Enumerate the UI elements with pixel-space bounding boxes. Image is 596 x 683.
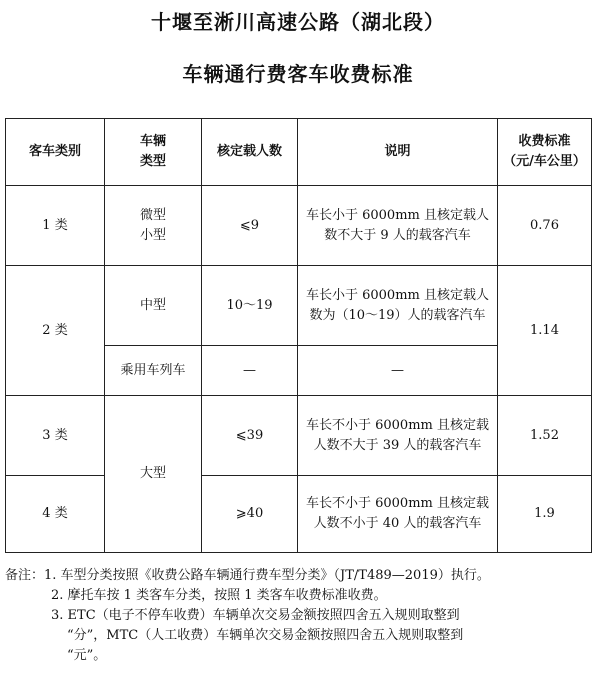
row1-desc: 车长小于 6000mm 且核定载人数不大于 9 人的载客汽车: [298, 186, 498, 266]
row1-type-line1: 微型: [139, 207, 166, 223]
page-title: 十堰至淅川高速公路（湖北段）: [151, 10, 445, 34]
note-3-end: “元”。: [67, 648, 107, 663]
row4-class: 3 类: [6, 396, 105, 476]
row3-type: 乘用车列车: [105, 346, 202, 396]
note-2: 2. 摩托车按 1 类客车分类，按照 1 类客车收费标准收费。: [51, 588, 387, 603]
row4-type: 大型: [105, 396, 202, 553]
header-fee-line2: （元/车公里）: [503, 154, 586, 169]
note-1: 备注：1. 车型分类按照《收费公路车辆通行费车型分类》（JT/T489—2019）执行。: [5, 568, 490, 583]
row5-fee: 1.9: [498, 476, 592, 553]
row1-type: [105, 186, 202, 266]
header-type-line2: 类型: [139, 154, 166, 169]
table-row: [6, 476, 592, 553]
row4-desc: 车长不小于 6000mm 且核定载人数不大于 39 人的载客汽车: [298, 396, 498, 476]
fee-table: [5, 118, 592, 553]
row2-fee: 1.14: [498, 266, 592, 396]
header-type: [105, 119, 202, 186]
row1-class: 1 类: [6, 186, 105, 266]
header-fee-line1: 收费标准: [518, 134, 571, 149]
table-row: [6, 396, 592, 476]
page-subtitle: 车辆通行费客车收费标准: [182, 62, 414, 86]
row2-class: 2 类: [6, 266, 105, 396]
row4-capacity: ⩽39: [202, 396, 298, 476]
row1-type-line2: 小型: [139, 227, 166, 243]
notes-section: [5, 566, 591, 666]
header-capacity: 核定载人数: [202, 119, 298, 186]
note-3: 3. ETC（电子不停车收费）车辆单次交易金额按照四舍五入规则取整到: [51, 608, 460, 623]
table-row: [6, 186, 592, 266]
row2-type: 中型: [105, 266, 202, 346]
table-row: [6, 266, 592, 346]
row5-desc: 车长不小于 6000mm 且核定载人数不小于 40 人的载客汽车: [298, 476, 498, 553]
header-fee: [498, 119, 592, 186]
row2-desc: 车长小于 6000mm 且核定载人数为（10～19）人的载客汽车: [298, 266, 498, 346]
row1-fee: 0.76: [498, 186, 592, 266]
row3-capacity: —: [202, 346, 298, 396]
header-class: 客车类别: [6, 119, 105, 186]
note-3-cont: “分”，MTC（人工收费）车辆单次交易金额按照四舍五入规则取整到: [67, 628, 464, 643]
row5-class: 4 类: [6, 476, 105, 553]
row4-fee: 1.52: [498, 396, 592, 476]
header-desc: 说明: [298, 119, 498, 186]
row1-capacity: ⩽9: [202, 186, 298, 266]
header-type-line1: 车辆: [139, 134, 166, 149]
row5-capacity: ⩾40: [202, 476, 298, 553]
row3-desc: —: [298, 346, 498, 396]
table-header-row: [6, 119, 592, 186]
row2-capacity: 10～19: [202, 266, 298, 346]
